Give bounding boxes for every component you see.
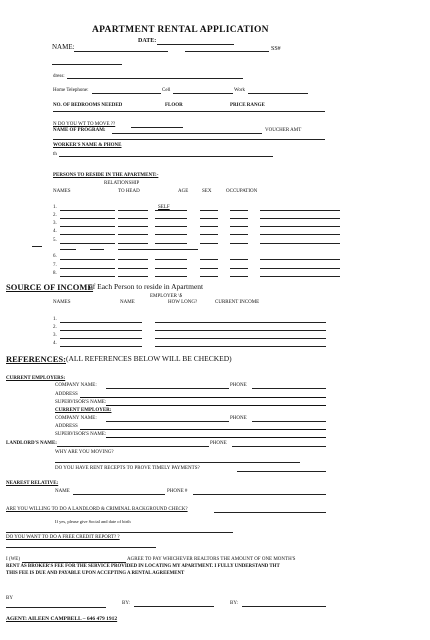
floor-label: FLOOR: [165, 103, 183, 108]
persons-row-name-line[interactable]: [60, 259, 115, 260]
background-check-line[interactable]: [214, 512, 326, 513]
persons-row-sex-line[interactable]: [200, 210, 218, 211]
worker-prefix: th: [53, 152, 57, 157]
move-date-label: N DO YOU WT TO MOVE ??: [53, 122, 116, 127]
persons-row-relationship-line[interactable]: [118, 276, 148, 277]
persons-row-number: 2.: [53, 213, 57, 218]
form-title: APARTMENT RENTAL APPLICATION: [92, 25, 269, 35]
persons-row-occupation-detail-line[interactable]: [260, 210, 340, 211]
move-date-line[interactable]: [131, 127, 183, 128]
landlord-phone-line[interactable]: [232, 446, 326, 447]
persons-row-occupation-line[interactable]: [230, 268, 248, 269]
income-col-names: NAMES: [53, 300, 71, 305]
persons-row-number: 5.: [53, 238, 57, 243]
cell-label: Cell: [162, 88, 171, 93]
employer-address-line-2[interactable]: [80, 429, 326, 430]
persons-row-occupation-detail-line[interactable]: [260, 268, 340, 269]
income-col-current: CURRENT INCOME: [215, 300, 260, 305]
name-line[interactable]: [74, 51, 168, 52]
persons-row-age-line[interactable]: [155, 234, 187, 235]
name-extra-line[interactable]: [52, 64, 122, 65]
company-phone-line-2[interactable]: [252, 421, 326, 422]
supervisor-label-2: SUPERVISOR'S NAME:: [55, 432, 107, 437]
company-name-label-2: COMPANY NAME:: [55, 416, 97, 421]
row-5-extra-a[interactable]: [60, 249, 76, 250]
persons-row-occupation-detail-line[interactable]: [260, 218, 340, 219]
income-row-number: 4.: [53, 341, 57, 346]
company-name-line-2[interactable]: [106, 421, 229, 422]
income-row-name-line[interactable]: [60, 330, 142, 331]
home-phone-label: Home Telephone:: [53, 88, 89, 93]
persons-row-name-line[interactable]: [60, 276, 115, 277]
col-names: NAMES: [53, 189, 71, 194]
bedrooms-label: NO. OF BEDROOMS NEEDED: [53, 103, 123, 108]
voucher-label: VOUCHER AMT: [265, 128, 302, 133]
relative-phone-line[interactable]: [193, 494, 326, 495]
agent-contact: AGENT: AILEEN CAMPBELL – 646 479 1912: [6, 616, 118, 622]
col-age: AGE: [178, 189, 189, 194]
signature-line-1[interactable]: [6, 607, 106, 608]
persons-row-name-line[interactable]: [60, 243, 115, 244]
background-check-question: ARE YOU WILLING TO DO A LANDLORD & CRIMINAL BACKGROUND CHECK?: [6, 507, 188, 512]
persons-row-sex-line[interactable]: [200, 218, 218, 219]
agreement-line-3: THIS FEE IS DUE AND PAYABLE UPON ACCEPTING A RENTAL AGREEMENT: [6, 571, 185, 576]
persons-row-number: 3.: [53, 221, 57, 226]
persons-row-number: 1.: [53, 205, 57, 210]
i-we-line[interactable]: [22, 562, 126, 563]
persons-row-age-line[interactable]: [155, 210, 187, 211]
ss-label: SS#: [271, 46, 281, 52]
persons-row-relationship-line[interactable]: [118, 218, 148, 219]
employer-label: EMPLOYER \$: [150, 294, 183, 299]
persons-row-name-line[interactable]: [60, 226, 115, 227]
persons-row-relationship-line[interactable]: [118, 259, 148, 260]
credit-report-line[interactable]: [6, 547, 156, 548]
references-heading-rest: (ALL REFERENCES BELOW WILL BE CHECKED): [66, 354, 232, 363]
work-line[interactable]: [248, 93, 308, 94]
income-row-number: 3.: [53, 333, 57, 338]
relative-phone-label: PHONE #: [167, 489, 188, 494]
persons-row-sex-line[interactable]: [200, 268, 218, 269]
income-row-name-line[interactable]: [60, 338, 142, 339]
income-row-name-line[interactable]: [60, 322, 142, 323]
by-label-3: BY:: [230, 601, 238, 606]
persons-row-age-line[interactable]: [155, 226, 187, 227]
persons-row-number: 7.: [53, 263, 57, 268]
persons-row-relationship-line[interactable]: [118, 226, 148, 227]
persons-row-age-line[interactable]: [155, 268, 187, 269]
supervisor-line-1[interactable]: [106, 405, 326, 406]
company-phone-label: PHONE: [230, 383, 247, 388]
landlord-label: LANDLORD'S NAME:: [6, 441, 57, 446]
company-name-line[interactable]: [106, 388, 229, 389]
date-label: DATE:: [138, 38, 157, 44]
address-label-1: ADDRESS: [55, 392, 78, 397]
persons-row-sex-line[interactable]: [200, 226, 218, 227]
name-label: NAME:: [52, 43, 75, 51]
income-row-employer-income-line[interactable]: [155, 330, 326, 331]
persons-row-occupation-line[interactable]: [230, 243, 248, 244]
income-row-employer-income-line[interactable]: [155, 338, 326, 339]
persons-row-sex-line[interactable]: [200, 276, 218, 277]
relative-name-label: NAME: [55, 489, 70, 494]
income-row-name-line[interactable]: [60, 346, 142, 347]
persons-row-sex-line[interactable]: [200, 259, 218, 260]
persons-row-age-line[interactable]: [155, 276, 187, 277]
rent-receipts-line[interactable]: [237, 471, 326, 472]
why-moving-line[interactable]: [55, 462, 300, 463]
supervisor-label-1: SUPERVISOR'S NAME:: [55, 400, 107, 405]
relationship-label: RELATIONSHIP: [104, 181, 140, 186]
voucher-line[interactable]: [53, 139, 325, 140]
rent-receipts-label: DO YOU HAVE RENT RECEPTS TO PROVE TIMELY PAYMENTS?: [55, 466, 200, 471]
persons-row-relationship-line[interactable]: [118, 268, 148, 269]
self-label: SELF: [158, 205, 170, 210]
company-name-label: COMPANY NAME:: [55, 383, 97, 388]
persons-row-occupation-detail-line[interactable]: [260, 234, 340, 235]
col-occupation: OCCUPATION: [226, 189, 258, 194]
credit-report-question: DO YOU WANT TO DO A FREE CREDIT REPORT? ?: [6, 535, 120, 540]
persons-row-sex-line[interactable]: [200, 243, 218, 244]
income-heading: SOURCE OF INCOME: [6, 282, 94, 292]
income-heading-rest: of Each Person to reside in Apartment: [89, 282, 204, 291]
persons-row-occupation-line[interactable]: [230, 234, 248, 235]
persons-row-occupation-detail-line[interactable]: [260, 226, 340, 227]
persons-row-age-line[interactable]: [155, 218, 187, 219]
employer-address-line[interactable]: [80, 397, 326, 398]
nearest-relative-label: NEAREST RELATIVE:: [6, 481, 59, 486]
supervisor-line-2[interactable]: [106, 437, 326, 438]
persons-row-name-line[interactable]: [60, 234, 115, 235]
persons-row-occupation-detail-line[interactable]: [260, 276, 340, 277]
persons-row-occupation-line[interactable]: [230, 210, 248, 211]
bedrooms-line[interactable]: [53, 111, 325, 112]
col-sex: SEX: [202, 189, 212, 194]
references-heading: REFERENCES:: [6, 354, 66, 364]
income-col-name: NAME: [120, 300, 135, 305]
persons-row-name-line[interactable]: [60, 268, 115, 269]
row-5-extra-c[interactable]: [118, 249, 198, 250]
persons-row-relationship-line[interactable]: [118, 243, 148, 244]
signature-line-3[interactable]: [242, 606, 326, 607]
persons-row-name-line[interactable]: [60, 210, 115, 211]
company-phone-line[interactable]: [252, 388, 326, 389]
agreement-line-2: RENT AS BROKER'S FEE FOR THE SERVICE PROVIDED IN LOCATING MY APARTMENT. I FULLY UNDERSTAND THT: [6, 564, 280, 569]
relative-name-line[interactable]: [73, 494, 165, 495]
address-label: dress:: [53, 74, 65, 79]
social-note: If yes, please give Social and date of birth: [55, 519, 131, 524]
date-line[interactable]: [157, 44, 234, 45]
ss-line[interactable]: [185, 51, 269, 52]
income-col-how-long: HOW LONG?: [168, 300, 198, 305]
landlord-name-line[interactable]: [57, 446, 209, 447]
persons-row-relationship-line[interactable]: [118, 210, 148, 211]
price-range-label: PRICE RANGE: [230, 103, 265, 108]
persons-row-occupation-detail-line[interactable]: [260, 243, 340, 244]
program-line[interactable]: [112, 133, 262, 134]
company-phone-label-2: PHONE: [230, 416, 247, 421]
cell-line[interactable]: [173, 93, 233, 94]
i-we-label: I (WE): [6, 557, 21, 562]
persons-row-number: 8.: [53, 271, 57, 276]
address-line[interactable]: [67, 78, 243, 79]
persons-row-occupation-line[interactable]: [230, 259, 248, 260]
income-row-employer-income-line[interactable]: [155, 322, 326, 323]
why-moving-label: WHY ARE YOU MOVING?: [55, 450, 114, 455]
income-row-number: 1.: [53, 317, 57, 322]
landlord-phone-label: PHONE: [210, 441, 227, 446]
persons-row-occupation-detail-line[interactable]: [260, 259, 340, 260]
row-5-extra-b[interactable]: [90, 249, 104, 250]
persons-row-sex-line[interactable]: [200, 234, 218, 235]
home-phone-line[interactable]: [92, 93, 161, 94]
program-label: NAME OF PROGRAM:: [53, 128, 106, 133]
social-line[interactable]: [6, 532, 233, 533]
income-row-number: 2.: [53, 325, 57, 330]
income-row-employer-income-line[interactable]: [155, 346, 326, 347]
persons-heading: PERSONS TO RESIDE IN THE APARTMENT:-: [53, 173, 159, 178]
address-label-2: ADDRESS: [55, 424, 78, 429]
persons-row-age-line[interactable]: [155, 259, 187, 260]
persons-row-occupation-line[interactable]: [230, 218, 248, 219]
current-employer-label: CURRENT EMPLOYER:: [55, 408, 112, 413]
signature-line-2[interactable]: [134, 606, 214, 607]
by-label-2: BY:: [122, 601, 130, 606]
by-label-1: BY: [6, 596, 13, 601]
persons-row-name-line[interactable]: [60, 218, 115, 219]
worker-line[interactable]: [59, 156, 273, 157]
agreement-line-1: AGREE TO PAY WHICHEVER REALTORS THE AMOUNT OF ONE MONTH'S: [127, 557, 296, 562]
row-marker: [32, 246, 42, 247]
current-employers-label: CURRENT EMPLOYERS:: [6, 376, 66, 381]
persons-row-number: 6.: [53, 254, 57, 259]
work-label: Work: [234, 88, 245, 93]
worker-label: WORKER'S NAME & PHONE: [53, 143, 122, 148]
col-to-head: TO HEAD: [118, 189, 140, 194]
persons-row-relationship-line[interactable]: [118, 234, 148, 235]
persons-row-occupation-line[interactable]: [230, 276, 248, 277]
persons-row-age-line[interactable]: [155, 243, 187, 244]
persons-row-occupation-line[interactable]: [230, 226, 248, 227]
persons-row-number: 4.: [53, 229, 57, 234]
